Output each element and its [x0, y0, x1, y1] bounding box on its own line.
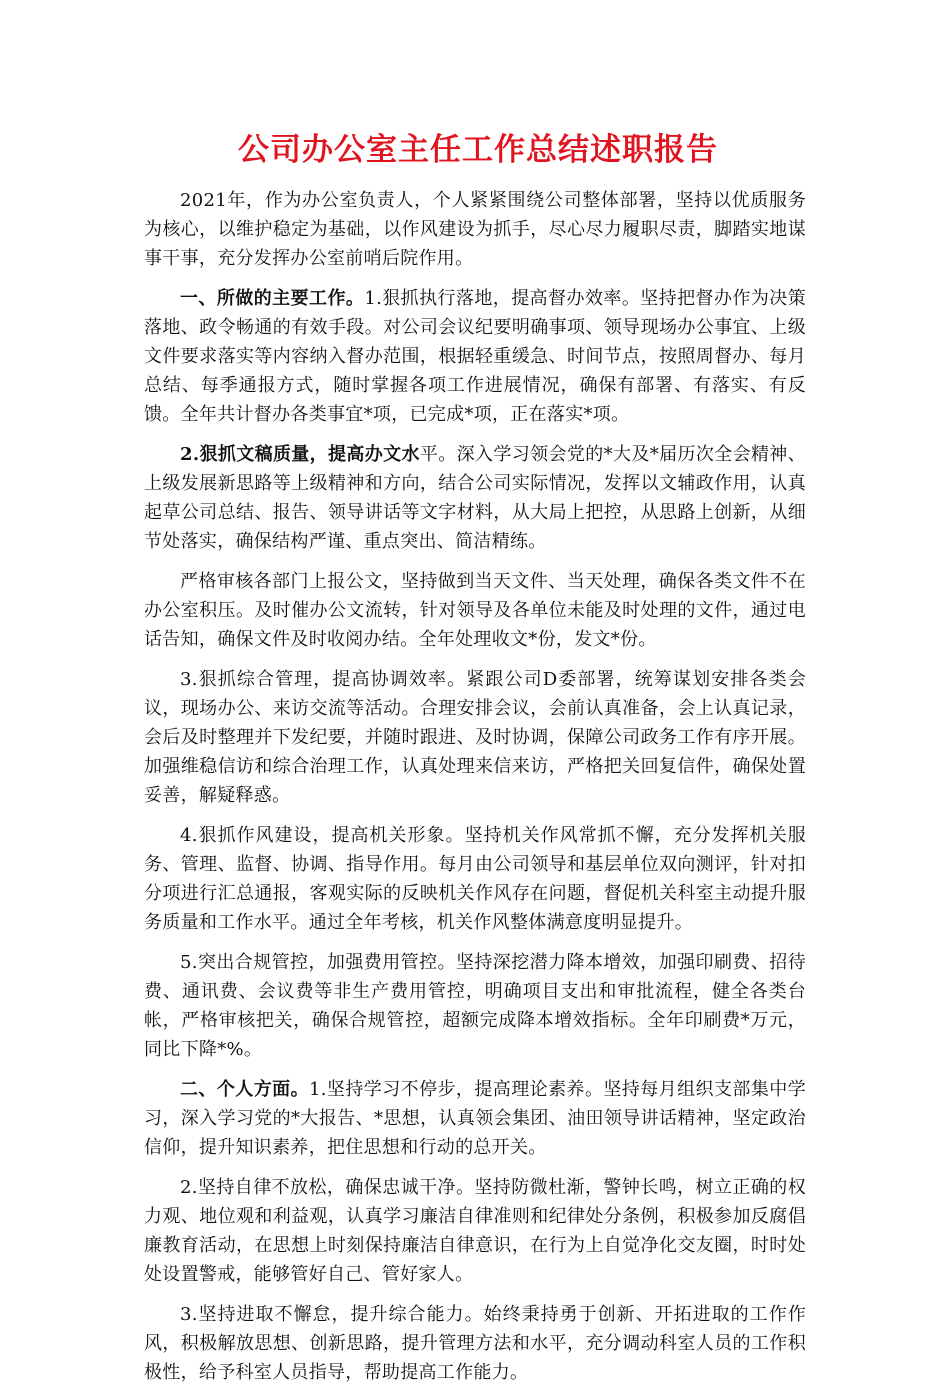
- paragraph-item-5: [144, 948, 806, 1064]
- paragraph-text: 1.狠抓执行落地，提高督办效率。坚持把督办作为决策落地、政令畅通的有效手段。对公司会议纪要明确事项、领导现场办公事宜、上级文件要求落实等内容纳入督办范围，根据轻重缓急、时间节点，按照周督办、每月总结、每季通报方式，随时掌握各项工作进展情况，确保有部署、有落实、有反馈。全年共计督办各类事宜*项，已完成*项，正在落实*项。: [144, 288, 807, 425]
- paragraph-text: 5.突出合规管控，加强费用管控。坚持深挖潜力降本增效，加强印刷费、招待费、通讯费、会议费等非生产费用管控，明确项目支出和审批流程，健全各类台帐，严格审核把关，确保合规管控，超额完成降本增效指标。全年印刷费*万元，同比下降*%。: [144, 952, 806, 1060]
- paragraph-text: 3.狠抓综合管理，提高协调效率。紧跟公司D委部署，统筹谋划安排各类会议，现场办公、来访交流等活动。合理安排会议，会前认真准备，会上认真记录，会后及时整理并下发纪要，并随时跟进、及时协调，保障公司政务工作有序开展。加强维稳信访和综合治理工作，认真处理来信来访，严格把关回复信件，确保处置妥善，解疑释惑。: [144, 669, 806, 806]
- section-heading: 二、个人方面。: [180, 1079, 310, 1100]
- paragraph-text: 平。深入学习领会党的*大及*届历次全会精神、上级发展新思路等上级精神和方向，结合公司实际情况，发挥以文辅政作用，认真起草公司总结、报告、领导讲话等文字材料，从大局上把控，从思路上创新，从细节处落实，确保结构严谨、重点突出、简洁精练。: [144, 444, 806, 552]
- paragraph-documents: [144, 567, 806, 654]
- paragraph-intro: [144, 186, 806, 273]
- item-heading: 2.狠抓文稿质量，提高办文水: [180, 444, 420, 465]
- paragraph-text: 1.坚持学习不停步，提高理论素养。坚持每月组织支部集中学习，深入学习党的*大报告、*思想，认真领会集团、油田领导讲话精神，坚定政治信仰，提升知识素养，把住思想和行动的总开关。: [144, 1079, 806, 1158]
- paragraph-text: 严格审核各部门上报公文，坚持做到当天文件、当天处理，确保各类文件不在办公室积压。及时催办公文流转，针对领导及各单位未能及时处理的文件，通过电话告知，确保文件及时收阅办结。全年处理收文*份，发文*份。: [144, 571, 806, 650]
- document-title: 公司办公室主任工作总结述职报告: [238, 132, 718, 168]
- paragraph-section-two: [144, 1075, 806, 1162]
- paragraph-text: 3.坚持进取不懈怠，提升综合能力。始终秉持勇于创新、开拓进取的工作作风，积极解放思想、创新思路，提升管理方法和水平，充分调动科室人员的工作积极性，给予科室人员指导，帮助提高工作能力。: [144, 1304, 806, 1383]
- paragraph-personal-2: [144, 1173, 806, 1289]
- paragraph-text: 4.狠抓作风建设，提高机关形象。坚持机关作风常抓不懈，充分发挥机关服务、管理、监督、协调、指导作用。每月由公司领导和基层单位双向测评，针对扣分项进行汇总通报，客观实际的反映机关作风存在问题，督促机关科室主动提升服务质量和工作水平。通过全年考核，机关作风整体满意度明显提升。: [144, 825, 806, 933]
- document-page: [144, 128, 806, 1398]
- paragraph-text: 2021年，作为办公室负责人，个人紧紧围绕公司整体部署，坚持以优质服务为核心，以维护稳定为基础，以作风建设为抓手，尽心尽力履职尽责，脚踏实地谋事干事，充分发挥办公室前哨后院作用。: [144, 190, 806, 269]
- section-heading: 一、所做的主要工作。: [180, 288, 365, 309]
- paragraph-text: 2.坚持自律不放松，确保忠诚干净。坚持防微杜渐，警钟长鸣，树立正确的权力观、地位观和利益观，认真学习廉洁自律准则和纪律处分条例，积极参加反腐倡廉教育活动，在思想上时刻保持廉洁自律意识，在行为上自觉净化交友圈，时时处处设置警戒，能够管好自己、管好家人。: [144, 1177, 806, 1285]
- paragraph-section-one: [144, 284, 806, 429]
- paragraph-item-3: [144, 665, 806, 810]
- paragraph-item-4: [144, 821, 806, 937]
- paragraph-item-2: [144, 440, 806, 556]
